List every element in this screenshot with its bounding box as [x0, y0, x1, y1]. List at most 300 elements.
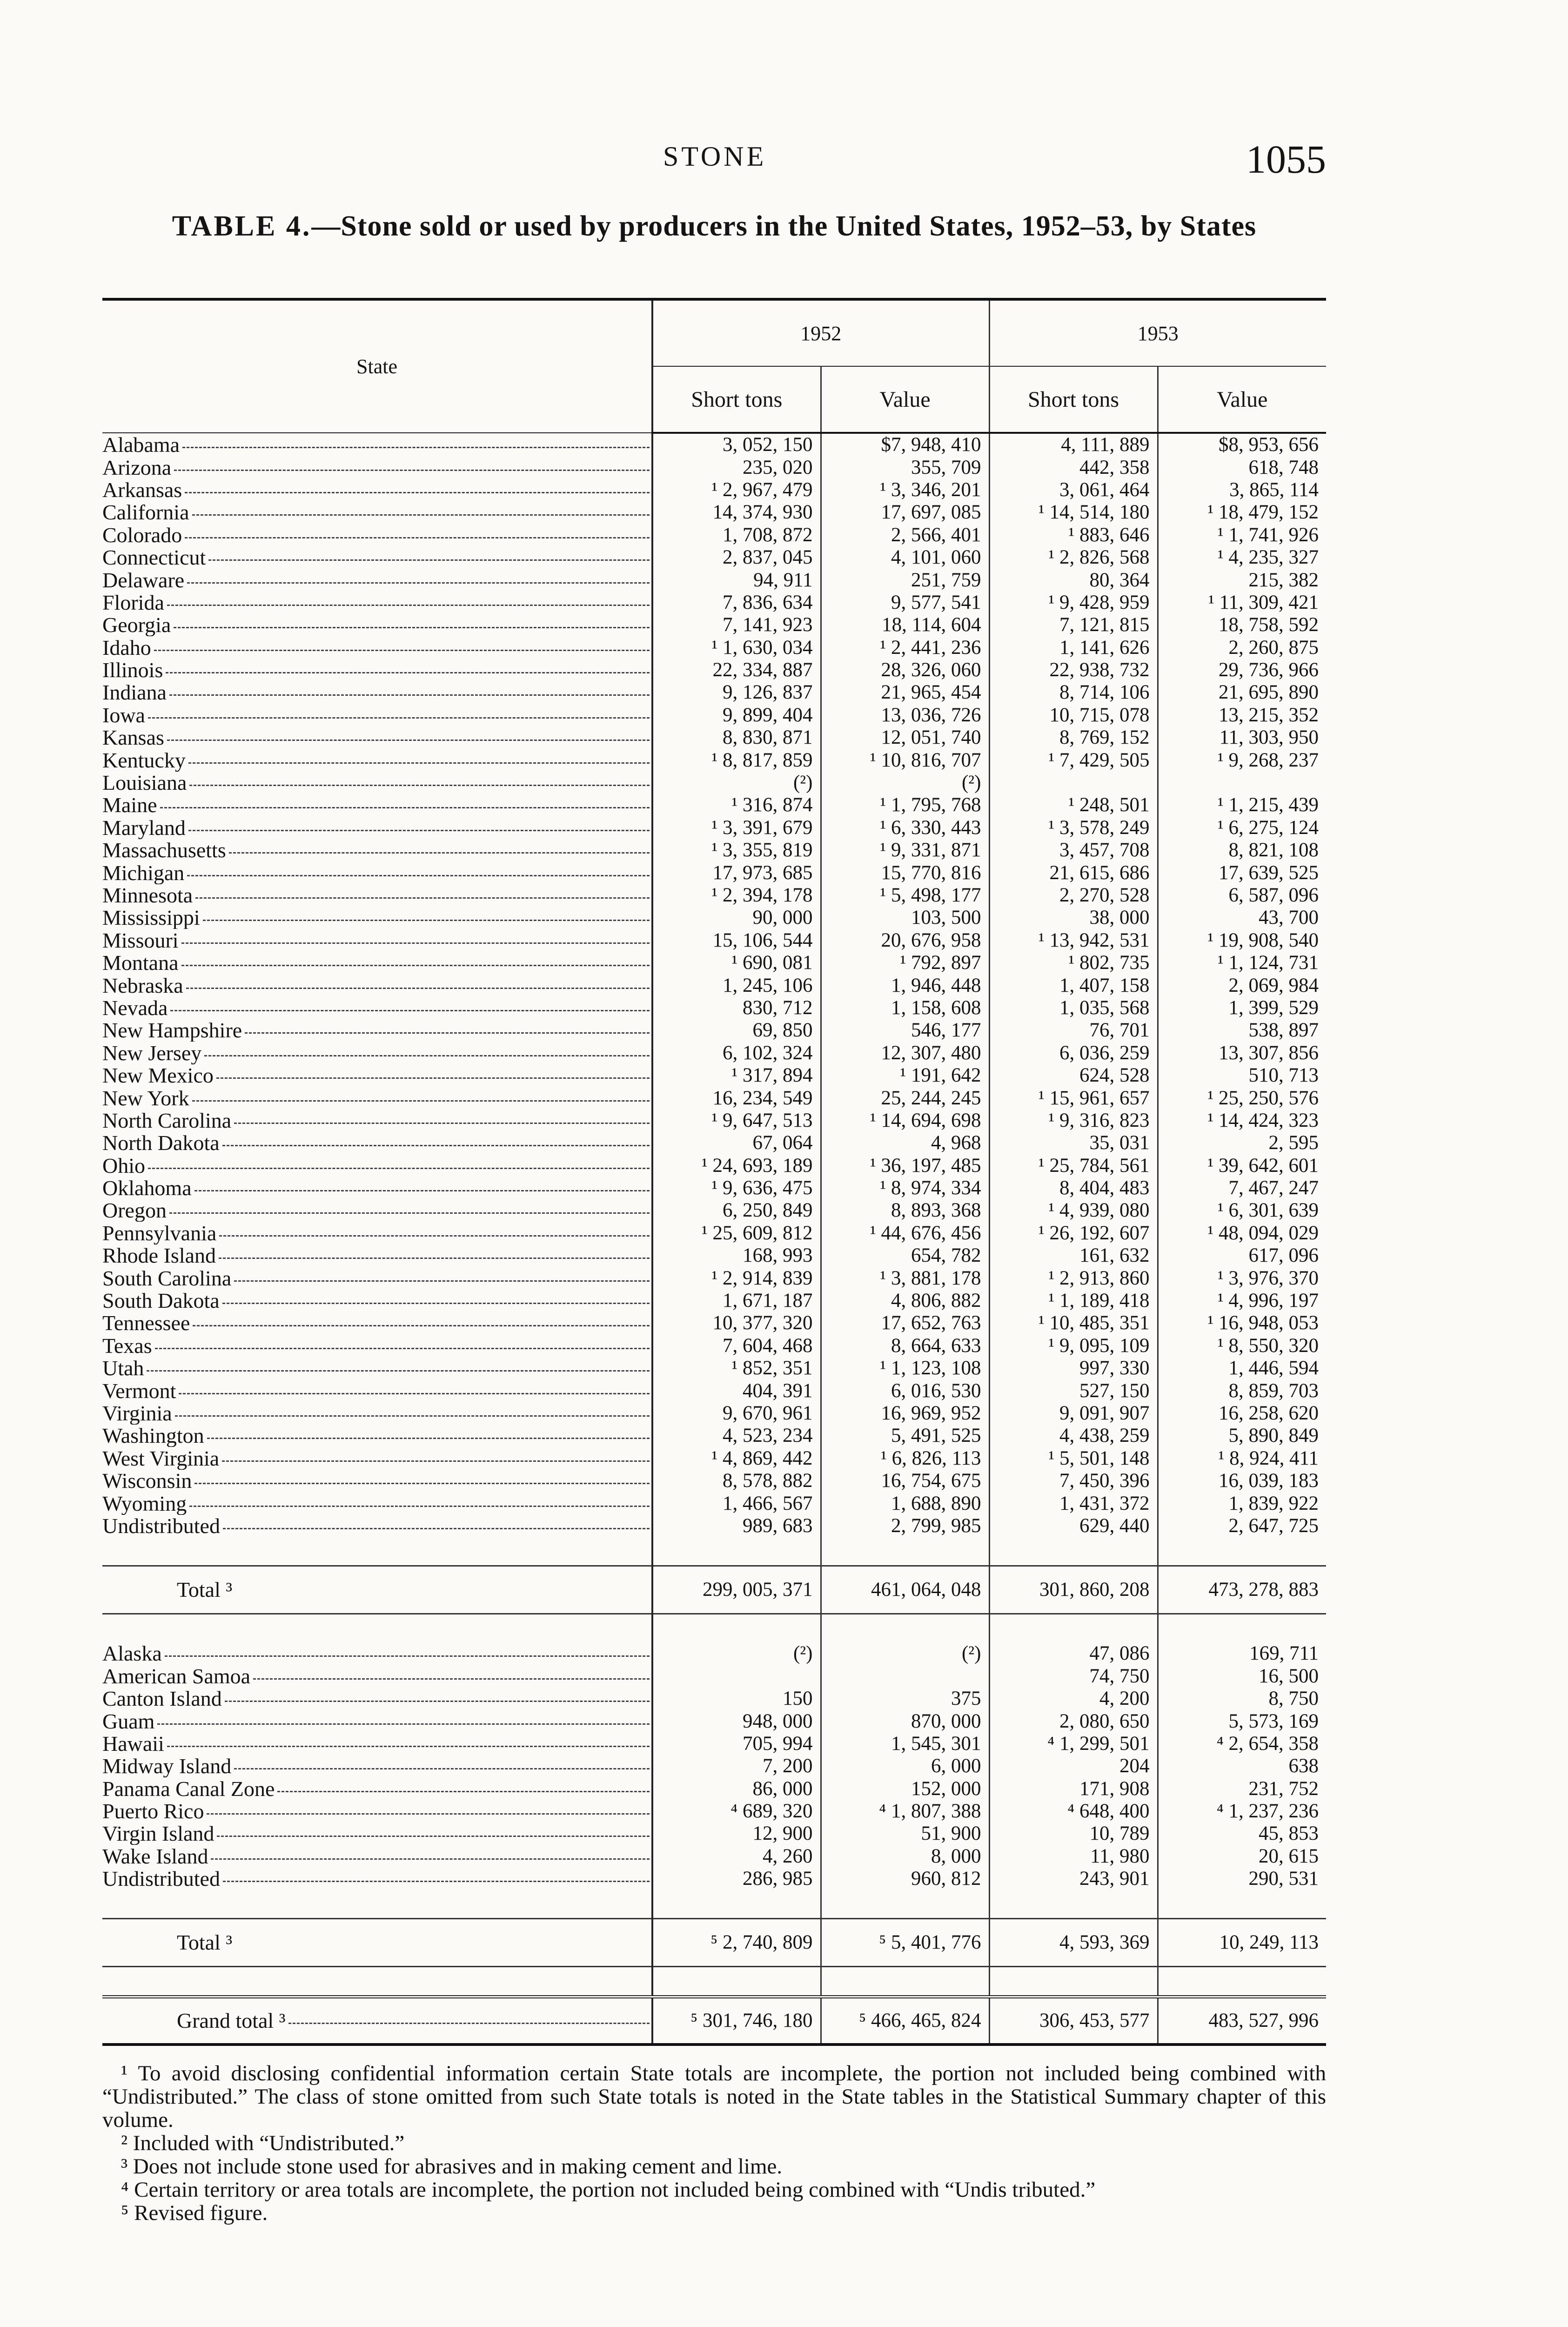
value-1952-cell: 1, 688, 890: [821, 1492, 989, 1514]
value-1952-cell: 21, 965, 454: [821, 681, 989, 704]
territory-row: [102, 1733, 1326, 1755]
state-row: [102, 681, 1326, 704]
short-tons-1952-cell: ¹ 4, 869, 442: [652, 1447, 821, 1470]
value-1953-cell: ¹ 48, 094, 029: [1158, 1222, 1326, 1244]
short-tons-1953-cell: ¹ 3, 578, 249: [989, 817, 1158, 839]
row-label: [102, 614, 652, 636]
grand-total-row-label-text: Grand total ³: [177, 2010, 286, 2032]
short-tons-1953-cell: 442, 358: [989, 456, 1158, 478]
row-label-text: North Carolina: [102, 1109, 232, 1132]
territories-total-row: [102, 1919, 1326, 1967]
short-tons-1953-cell: ¹ 248, 501: [989, 794, 1158, 816]
row-label-text: Oklahoma: [102, 1177, 192, 1200]
value-1953-cell: ¹ 18, 479, 152: [1158, 501, 1326, 524]
value-1953-cell: 638: [1158, 1755, 1326, 1777]
short-tons-1953-cell: 8, 714, 106: [989, 681, 1158, 704]
row-label-text: Missouri: [102, 929, 179, 952]
short-tons-1952-cell: ¹ 24, 693, 189: [652, 1155, 821, 1177]
row-label-text: American Samoa: [102, 1665, 251, 1688]
value-1953-cell: ¹ 14, 424, 323: [1158, 1110, 1326, 1132]
row-label-text: Undistributed: [102, 1514, 220, 1537]
value-1952-cell: ¹ 44, 676, 456: [821, 1222, 989, 1244]
row-label: [102, 1447, 652, 1470]
row-label-text: Colorado: [102, 524, 182, 546]
state-row: [102, 1244, 1326, 1267]
value-1953-cell: 618, 748: [1158, 456, 1326, 478]
row-label: [102, 1425, 652, 1447]
short-tons-1952-cell: 404, 391: [652, 1379, 821, 1402]
spacer-cell: [989, 1614, 1158, 1643]
short-tons-1953-cell: ¹ 9, 095, 109: [989, 1335, 1158, 1357]
short-tons-1953-cell: 4, 200: [989, 1688, 1158, 1710]
value-1952-cell: 1, 946, 448: [821, 974, 989, 996]
short-tons-1952-cell: ¹ 2, 967, 479: [652, 479, 821, 501]
value-1952-total: ⁵ 5, 401, 776: [821, 1919, 989, 1967]
short-tons-1952-cell: [652, 1665, 821, 1688]
row-label-text: Georgia: [102, 614, 171, 637]
value-1953-cell: 16, 039, 183: [1158, 1470, 1326, 1492]
short-tons-1953-cell: 6, 036, 259: [989, 1042, 1158, 1064]
short-tons-1952-cell: 989, 683: [652, 1515, 821, 1537]
short-tons-1952-cell: 1, 708, 872: [652, 524, 821, 546]
short-tons-1953-cell: 22, 938, 732: [989, 659, 1158, 681]
row-label-text: Montana: [102, 952, 179, 975]
value-1952-cell: ¹ 3, 346, 201: [821, 479, 989, 501]
short-tons-1952-cell: ¹ 1, 630, 034: [652, 637, 821, 659]
value-1952-header: Value: [821, 366, 989, 433]
row-label: [102, 1177, 652, 1199]
row-label-text: Arizona: [102, 456, 172, 479]
row-label-text: Rhode Island: [102, 1244, 216, 1267]
value-1953-cell: 18, 758, 592: [1158, 614, 1326, 636]
short-tons-1952-cell: 69, 850: [652, 1019, 821, 1042]
short-tons-1952-cell: 7, 836, 634: [652, 592, 821, 614]
value-1953-cell: ¹ 11, 309, 421: [1158, 592, 1326, 614]
short-tons-1952-cell: 90, 000: [652, 907, 821, 929]
value-1952-cell: 5, 491, 525: [821, 1425, 989, 1447]
state-row: [102, 592, 1326, 614]
value-1952-cell: ¹ 2, 441, 236: [821, 637, 989, 659]
short-tons-1952-cell: 16, 234, 549: [652, 1087, 821, 1109]
short-tons-1953-cell: 38, 000: [989, 907, 1158, 929]
short-tons-1953-cell: ¹ 2, 826, 568: [989, 546, 1158, 569]
value-1952-total: 461, 064, 048: [821, 1566, 989, 1614]
value-1952-cell: 13, 036, 726: [821, 704, 989, 726]
row-label: [102, 546, 652, 569]
value-1952-cell: 8, 000: [821, 1845, 989, 1868]
short-tons-1953-cell: ¹ 4, 939, 080: [989, 1199, 1158, 1222]
short-tons-1953-cell: 7, 121, 815: [989, 614, 1158, 636]
row-label-text: Connecticut: [102, 546, 206, 569]
short-tons-1952-cell: ¹ 852, 351: [652, 1357, 821, 1379]
value-1952-cell: 15, 770, 816: [821, 861, 989, 884]
short-tons-1952-cell: ¹ 317, 894: [652, 1064, 821, 1087]
value-1953-cell: 169, 711: [1158, 1642, 1326, 1665]
value-1953-cell: 2, 069, 984: [1158, 974, 1326, 996]
state-column-header: State: [102, 299, 652, 433]
short-tons-1952-cell: 830, 712: [652, 997, 821, 1019]
state-row: [102, 772, 1326, 794]
short-tons-1952-cell: 1, 671, 187: [652, 1290, 821, 1312]
value-1952-cell: 8, 893, 368: [821, 1199, 989, 1222]
value-1952-cell: 1, 545, 301: [821, 1733, 989, 1755]
value-1953-cell: 17, 639, 525: [1158, 861, 1326, 884]
state-row: [102, 1267, 1326, 1289]
spacer-cell: [102, 1537, 652, 1566]
value-1953-cell: 45, 853: [1158, 1823, 1326, 1845]
states-section: [102, 433, 1326, 1537]
row-label-text: Oregon: [102, 1199, 167, 1222]
row-label-text: Virgin Island: [102, 1823, 214, 1845]
state-row: [102, 704, 1326, 726]
state-row: [102, 456, 1326, 478]
row-label: [102, 1222, 652, 1244]
short-tons-1952-cell: 9, 126, 837: [652, 681, 821, 704]
value-1952-cell: 16, 754, 675: [821, 1470, 989, 1492]
row-label: [102, 433, 652, 456]
short-tons-1952-cell: 150: [652, 1688, 821, 1710]
short-tons-1952-cell: 9, 899, 404: [652, 704, 821, 726]
short-tons-1953-cell: ¹ 1, 189, 418: [989, 1290, 1158, 1312]
state-row: [102, 1425, 1326, 1447]
value-1953-cell: ¹ 19, 908, 540: [1158, 929, 1326, 952]
state-row: [102, 884, 1326, 907]
row-label-text: Puerto Rico: [102, 1800, 204, 1823]
row-label-text: Illinois: [102, 659, 163, 682]
short-tons-1952-cell: 7, 604, 468: [652, 1335, 821, 1357]
spacer-cell: [102, 1890, 652, 1919]
row-label-text: Indiana: [102, 681, 167, 704]
row-label-text: Ohio: [102, 1154, 145, 1177]
territory-row: [102, 1777, 1326, 1800]
value-1953-cell: 231, 752: [1158, 1777, 1326, 1800]
value-1952-cell: 2, 799, 985: [821, 1515, 989, 1537]
spacer-cell: [652, 1890, 821, 1919]
state-row: [102, 997, 1326, 1019]
row-label-text: Wyoming: [102, 1492, 187, 1515]
row-label: [102, 884, 652, 907]
row-label-text: Hawaii: [102, 1732, 164, 1755]
short-tons-1953-cell: 629, 440: [989, 1515, 1158, 1537]
value-1953-cell: 1, 399, 529: [1158, 997, 1326, 1019]
value-1952-cell: 870, 000: [821, 1710, 989, 1732]
row-label-text: Delaware: [102, 569, 185, 592]
table-number: TABLE 4.: [172, 210, 312, 242]
row-label: [102, 1267, 652, 1289]
state-row: [102, 1177, 1326, 1199]
value-1952-cell: 375: [821, 1688, 989, 1710]
value-1952-cell: 17, 652, 763: [821, 1312, 989, 1334]
short-tons-1953-cell: ¹ 25, 784, 561: [989, 1155, 1158, 1177]
short-tons-1952-cell: ¹ 9, 647, 513: [652, 1110, 821, 1132]
spacer-cell: [989, 1967, 1158, 1997]
row-label-text: West Virginia: [102, 1447, 220, 1470]
row-label: [102, 524, 652, 546]
row-label: [102, 1042, 652, 1064]
state-row: [102, 1379, 1326, 1402]
row-label-text: Texas: [102, 1334, 152, 1357]
footnote-3: ³ Does not include stone used for abrasives and in making cement and lime.: [121, 2154, 783, 2179]
footnote-4: ⁴ Certain territory or area totals are incomplete, the portion not included being combined with “Undis tributed.”: [121, 2178, 1096, 2202]
short-tons-1952-header: Short tons: [652, 366, 821, 433]
grand-total-section: [102, 1997, 1326, 2045]
value-1952-cell: 25, 244, 245: [821, 1087, 989, 1109]
spacer-row: [102, 1537, 1326, 1566]
short-tons-1953-cell: 171, 908: [989, 1777, 1158, 1800]
state-row: [102, 479, 1326, 501]
territories-section: [102, 1642, 1326, 1890]
row-label-text: Arkansas: [102, 478, 182, 501]
territory-row: [102, 1800, 1326, 1823]
row-label: [102, 839, 652, 861]
value-1952-cell: 546, 177: [821, 1019, 989, 1042]
state-row: [102, 1199, 1326, 1222]
row-label-text: Vermont: [102, 1379, 176, 1402]
row-label: [102, 1710, 652, 1732]
short-tons-1952-cell: (²): [652, 1642, 821, 1665]
row-label-text: Kansas: [102, 726, 164, 749]
spacer-cell: [652, 1967, 821, 1997]
value-1952-cell: 6, 000: [821, 1755, 989, 1777]
short-tons-1953-cell: 2, 270, 528: [989, 884, 1158, 907]
short-tons-1953-cell: ⁴ 1, 299, 501: [989, 1733, 1158, 1755]
value-1953-cell: ¹ 4, 235, 327: [1158, 546, 1326, 569]
short-tons-1953-cell: 4, 111, 889: [989, 433, 1158, 456]
value-1953-total: 10, 249, 113: [1158, 1919, 1326, 1967]
short-tons-1952-cell: 12, 900: [652, 1823, 821, 1845]
row-label: [102, 1064, 652, 1087]
short-tons-1952-cell: 17, 973, 685: [652, 861, 821, 884]
state-row: [102, 794, 1326, 816]
row-label-text: Wisconsin: [102, 1470, 192, 1493]
short-tons-1953-cell: ¹ 10, 485, 351: [989, 1312, 1158, 1334]
short-tons-1952-cell: ⁴ 689, 320: [652, 1800, 821, 1823]
row-label-text: Pennsylvania: [102, 1222, 217, 1244]
value-1952-cell: 152, 000: [821, 1777, 989, 1800]
spacer-cell: [821, 1967, 989, 1997]
row-label-text: Iowa: [102, 704, 145, 726]
short-tons-1953-total: 4, 593, 369: [989, 1919, 1158, 1967]
value-1953-header: Value: [1158, 366, 1326, 433]
value-1953-cell: ¹ 8, 550, 320: [1158, 1335, 1326, 1357]
value-1952-cell: 18, 114, 604: [821, 614, 989, 636]
value-1953-cell: 5, 573, 169: [1158, 1710, 1326, 1732]
row-label-text: Nevada: [102, 996, 168, 1019]
short-tons-1952-cell: 7, 141, 923: [652, 614, 821, 636]
short-tons-1952-cell: ¹ 690, 081: [652, 952, 821, 974]
short-tons-1953-cell: ¹ 15, 961, 657: [989, 1087, 1158, 1109]
short-tons-1953-cell: ⁴ 648, 400: [989, 1800, 1158, 1823]
value-1953-cell: 16, 500: [1158, 1665, 1326, 1688]
state-row: [102, 1492, 1326, 1514]
row-label-text: Kentucky: [102, 749, 186, 772]
value-1952-cell: 28, 326, 060: [821, 659, 989, 681]
row-label-text: Utah: [102, 1357, 144, 1380]
state-row: [102, 1470, 1326, 1492]
short-tons-1953-cell: 76, 701: [989, 1019, 1158, 1042]
spacer-row: [102, 1614, 1326, 1643]
short-tons-1952-cell: 948, 000: [652, 1710, 821, 1732]
short-tons-1952-cell: ¹ 9, 636, 475: [652, 1177, 821, 1199]
value-1953-cell: ¹ 39, 642, 601: [1158, 1155, 1326, 1177]
value-1952-cell: ¹ 36, 197, 485: [821, 1155, 989, 1177]
table-title: [102, 210, 1326, 242]
value-1953-cell: 6, 587, 096: [1158, 884, 1326, 907]
row-label: [102, 1642, 652, 1665]
state-row: [102, 637, 1326, 659]
short-tons-1953-cell: 527, 150: [989, 1379, 1158, 1402]
value-1953-cell: ¹ 25, 250, 576: [1158, 1087, 1326, 1109]
row-label-text: Mississippi: [102, 907, 200, 929]
value-1952-cell: 12, 051, 740: [821, 726, 989, 749]
value-1953-cell: 11, 303, 950: [1158, 726, 1326, 749]
spacer-cell: [102, 1614, 652, 1643]
row-label-text: Idaho: [102, 636, 151, 659]
state-row: [102, 433, 1326, 456]
header-years-row: [102, 299, 1326, 366]
short-tons-1953-cell: 80, 364: [989, 569, 1158, 591]
short-tons-1953-cell: 243, 901: [989, 1868, 1158, 1890]
row-label: [102, 1155, 652, 1177]
state-row: [102, 1357, 1326, 1379]
row-label: [102, 1868, 652, 1890]
row-label-text: Wake Island: [102, 1845, 208, 1868]
short-tons-1953-cell: 35, 031: [989, 1132, 1158, 1154]
value-1953-cell: 8, 821, 108: [1158, 839, 1326, 861]
short-tons-1952-cell: 8, 578, 882: [652, 1470, 821, 1492]
short-tons-1953-cell: 1, 141, 626: [989, 637, 1158, 659]
value-1953-total: 473, 278, 883: [1158, 1566, 1326, 1614]
row-label-text: Florida: [102, 591, 164, 614]
row-label: [102, 1492, 652, 1514]
short-tons-1953-cell: 1, 035, 568: [989, 997, 1158, 1019]
row-label: [102, 726, 652, 749]
value-1953-cell: 617, 096: [1158, 1244, 1326, 1267]
row-label: [102, 817, 652, 839]
territories-total-section: [102, 1890, 1326, 1997]
row-label: [102, 637, 652, 659]
value-1953-cell: 2, 595: [1158, 1132, 1326, 1154]
short-tons-1953-cell: 3, 457, 708: [989, 839, 1158, 861]
value-1952-cell: 4, 806, 882: [821, 1290, 989, 1312]
short-tons-1952-cell: ¹ 3, 355, 819: [652, 839, 821, 861]
short-tons-1952-cell: 10, 377, 320: [652, 1312, 821, 1334]
row-label: [102, 861, 652, 884]
value-1953-cell: 510, 713: [1158, 1064, 1326, 1087]
value-1952-cell: 2, 566, 401: [821, 524, 989, 546]
state-row: [102, 952, 1326, 974]
territory-row: [102, 1845, 1326, 1868]
value-1952-cell: ¹ 6, 330, 443: [821, 817, 989, 839]
spacer-cell: [989, 1537, 1158, 1566]
short-tons-1953-cell: 624, 528: [989, 1064, 1158, 1087]
value-1953-cell: ¹ 1, 124, 731: [1158, 952, 1326, 974]
short-tons-1952-cell: 86, 000: [652, 1777, 821, 1800]
value-1952-cell: ¹ 3, 881, 178: [821, 1267, 989, 1289]
value-1952-cell: 103, 500: [821, 907, 989, 929]
short-tons-1953-cell: 7, 450, 396: [989, 1470, 1158, 1492]
row-label: [102, 974, 652, 996]
footnote-1: ¹ To avoid disclosing confidential information certain State totals are incomplete, the portion not included being combined with “Undistributed.” The class of stone omitted from such State totals is noted in the State tables in the Statistical Summary chapter of this volume.: [102, 2061, 1326, 2132]
grand-total-row-label: [102, 1997, 652, 2045]
short-tons-1952-cell: 67, 064: [652, 1132, 821, 1154]
short-tons-1953-cell: 997, 330: [989, 1357, 1158, 1379]
territory-row: [102, 1665, 1326, 1688]
short-tons-1953-cell: 74, 750: [989, 1665, 1158, 1688]
short-tons-1953-cell: 10, 789: [989, 1823, 1158, 1845]
value-1953-total: 483, 527, 996: [1158, 1997, 1326, 2045]
short-tons-1953-cell: 2, 080, 650: [989, 1710, 1158, 1732]
row-label-text: Alaska: [102, 1642, 162, 1665]
row-label: [102, 794, 652, 816]
row-label: [102, 479, 652, 501]
year-1953-header: 1953: [989, 299, 1326, 366]
row-label-text: Michigan: [102, 861, 185, 884]
short-tons-1952-cell: 8, 830, 871: [652, 726, 821, 749]
value-1953-cell: 13, 307, 856: [1158, 1042, 1326, 1064]
short-tons-1952-cell: 2, 837, 045: [652, 546, 821, 569]
value-1953-cell: 43, 700: [1158, 907, 1326, 929]
state-row: [102, 614, 1326, 636]
short-tons-1953-header: Short tons: [989, 366, 1158, 433]
value-1953-cell: 13, 215, 352: [1158, 704, 1326, 726]
state-row: [102, 546, 1326, 569]
row-label-text: Minnesota: [102, 884, 193, 907]
short-tons-1952-cell: 286, 985: [652, 1868, 821, 1890]
row-label: [102, 1688, 652, 1710]
year-1952-header: 1952: [652, 299, 989, 366]
spacer-cell: [821, 1614, 989, 1643]
short-tons-1953-cell: 4, 438, 259: [989, 1425, 1158, 1447]
short-tons-1952-cell: ¹ 25, 609, 812: [652, 1222, 821, 1244]
value-1952-cell: 251, 759: [821, 569, 989, 591]
row-label: [102, 1800, 652, 1823]
row-label-text: Nebraska: [102, 974, 183, 997]
spacer-cell: [102, 1967, 652, 1997]
state-row: [102, 749, 1326, 771]
row-label-text: Guam: [102, 1710, 155, 1733]
row-label-text: Louisiana: [102, 772, 187, 794]
spacer-cell: [989, 1890, 1158, 1919]
row-label: [102, 1335, 652, 1357]
value-1952-cell: $7, 948, 410: [821, 433, 989, 456]
short-tons-1952-cell: (²): [652, 772, 821, 794]
spacer-cell: [1158, 1890, 1326, 1919]
short-tons-1952-total: 299, 005, 371: [652, 1566, 821, 1614]
value-1952-cell: 12, 307, 480: [821, 1042, 989, 1064]
short-tons-1952-cell: 1, 245, 106: [652, 974, 821, 996]
states-total-row-label: Total ³: [102, 1566, 652, 1614]
short-tons-1952-cell: 6, 102, 324: [652, 1042, 821, 1064]
row-label: [102, 1199, 652, 1222]
short-tons-1952-cell: ¹ 3, 391, 679: [652, 817, 821, 839]
row-label: [102, 1087, 652, 1109]
short-tons-1953-cell: ¹ 2, 913, 860: [989, 1267, 1158, 1289]
value-1953-cell: 20, 615: [1158, 1845, 1326, 1868]
value-1953-cell: ¹ 6, 275, 124: [1158, 817, 1326, 839]
value-1952-cell: 4, 968: [821, 1132, 989, 1154]
value-1953-cell: 3, 865, 114: [1158, 479, 1326, 501]
row-label: [102, 749, 652, 771]
row-label: [102, 1733, 652, 1755]
row-label-text: Midway Island: [102, 1755, 232, 1778]
state-row: [102, 1110, 1326, 1132]
row-label-text: South Carolina: [102, 1267, 232, 1290]
row-label: [102, 997, 652, 1019]
value-1952-cell: 17, 697, 085: [821, 501, 989, 524]
state-row: [102, 569, 1326, 591]
short-tons-1953-cell: ¹ 9, 428, 959: [989, 592, 1158, 614]
